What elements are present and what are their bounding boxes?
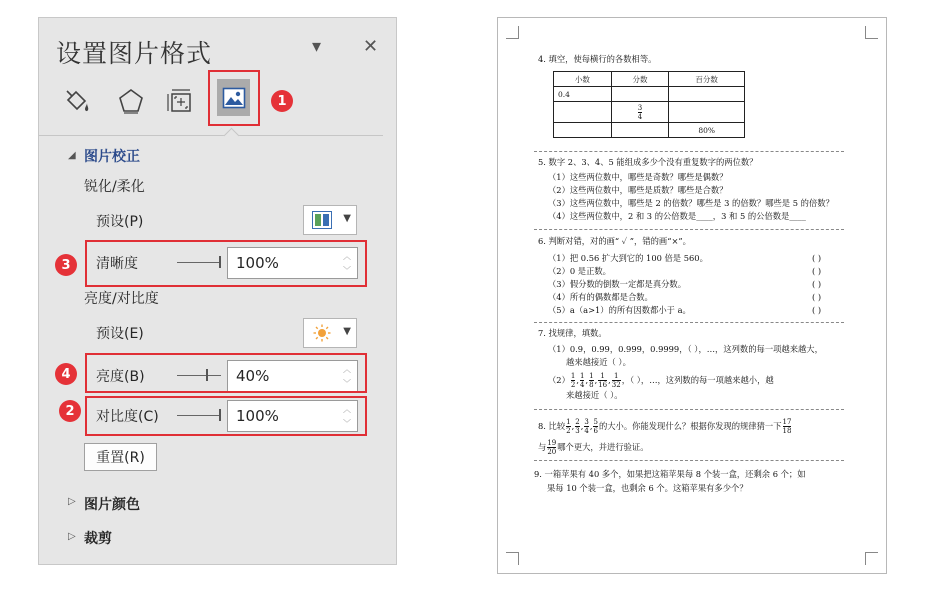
marker-3: 3 [55, 254, 77, 276]
marker-2: 2 [59, 400, 81, 422]
fraction: $\frac{1}{8}$ [589, 372, 594, 389]
q6-item: （2）0 是正数。 [548, 266, 611, 276]
pane-options-dropdown[interactable]: ▾ [312, 36, 322, 57]
format-picture-pane [38, 17, 397, 565]
spin-up-icon[interactable]: ︿ [343, 252, 351, 261]
sharpness-value[interactable]: 100% [236, 254, 279, 272]
expand-triangle-icon[interactable]: ▷ [68, 496, 76, 507]
highlight-box-4 [85, 353, 367, 393]
answer-paren: ( ) [812, 253, 822, 263]
fraction: $\frac{5}{6}$ [593, 418, 598, 435]
q9-line: 果每 10 个装一盒，也剩余 6 个。这箱苹果有多少个？ [547, 483, 748, 493]
q6-item: （4）所有的偶数都是合数。 [548, 292, 653, 302]
marker-1: 1 [271, 90, 293, 112]
table-cell [611, 87, 669, 102]
pane-title: 设置图片格式 [56, 39, 213, 68]
tab-divider [39, 135, 383, 136]
close-pane-button[interactable]: ✕ [363, 36, 379, 57]
q8-line-2: 与 $\frac{19}{20}$ 哪个更大，并进行验证。 [538, 439, 649, 456]
corner-mark [865, 26, 878, 39]
table-cell [554, 102, 612, 123]
fraction: $\frac{1}{16}$ [598, 372, 608, 389]
spin-down-icon[interactable]: ﹀ [343, 379, 351, 388]
table-cell: 0.4 [554, 87, 612, 102]
sharpen-soften-label: 锐化/柔化 [84, 179, 145, 195]
q9-line: 9. 一箱苹果有 40 多个，如果把这箱苹果每 8 个装一盒，还剩余 6 个；如 [534, 469, 806, 479]
document-page [497, 17, 887, 574]
tab-pointer [224, 128, 240, 144]
q6-item: （3）假分数的倒数一定都是真分数。 [548, 279, 687, 289]
highlight-box-2 [85, 396, 367, 436]
fraction: $\frac{19}{20}$ [547, 439, 557, 456]
divider [534, 409, 844, 410]
table-cell [669, 102, 745, 123]
corner-mark [506, 26, 519, 39]
q5-item: （2）这些两位数中，哪些是质数？哪些是合数？ [548, 185, 728, 195]
divider [534, 229, 844, 230]
q7-line: （1）0.9，0.99，0.999，0.9999，（ ），…，这列数的每一项越来越大， [548, 344, 823, 354]
spin-up-icon[interactable]: ︿ [343, 365, 351, 374]
spin-up-icon[interactable]: ︿ [343, 405, 351, 414]
table-cell [554, 123, 612, 138]
sharpen-preset-label: 预设(P) [96, 214, 144, 230]
fraction: $\frac{1}{2}$ [566, 418, 571, 435]
answer-paren: ( ) [812, 266, 822, 276]
q5-item: （4）这些两位数中，2 和 3 的公倍数是____，3 和 5 的公倍数是____ [548, 211, 806, 221]
effects-tab[interactable] [114, 84, 148, 118]
q6-item: （5）a（a>1）的所有因数都小于 a。 [548, 305, 691, 315]
table-cell [669, 87, 745, 102]
section-crop[interactable]: 裁剪 [84, 531, 112, 547]
sharpen-preset-icon [312, 211, 332, 229]
fraction: $\frac{2}{3}$ [575, 418, 580, 435]
corner-mark [865, 552, 878, 565]
fraction: $\frac{1}{2}$ [570, 372, 576, 389]
corner-mark [506, 552, 519, 565]
chevron-down-icon: ▼ [343, 213, 351, 224]
chevron-down-icon: ▼ [343, 326, 351, 337]
q6-item: （1）把 0.56 扩大到它的 100 倍是 560。 [548, 253, 708, 263]
sharpness-label: 清晰度 [96, 256, 138, 272]
fraction: $\frac{1}{4}$ [579, 372, 585, 389]
picture-tab[interactable] [208, 70, 260, 126]
picture-icon [222, 86, 246, 110]
size-properties-tab[interactable] [163, 84, 197, 118]
q8-line-1: 8. 比较 $\frac{1}{2}$ , $\frac{2}{3}$ , $\frac{3}{4}$ , $\frac{5}{6}$ 的大小。你能发现什么？根据你发现的规律猜一下 $\frac{17}{18}$ [538, 418, 792, 435]
answer-paren: ( ) [812, 279, 822, 289]
brightness-value[interactable]: 40% [236, 367, 270, 385]
table-cell: 80% [669, 123, 745, 138]
q5-item: （1）这些两位数中，哪些是奇数？哪些是偶数？ [548, 172, 728, 182]
table-cell [611, 123, 669, 138]
highlight-box-3 [85, 240, 367, 287]
fraction: $\frac{1}{32}$ [611, 372, 621, 389]
table-header: 百分数 [669, 72, 745, 87]
table-cell [611, 102, 669, 123]
divider [534, 460, 844, 461]
q4-table [553, 71, 745, 138]
sharpen-preset-dropdown[interactable] [303, 205, 357, 235]
q7-line-2: （2） $\frac{1}{2}$ , $\frac{1}{4}$ , $\frac{1}{8}$ , $\frac{1}{16}$ , $\frac{1}{32}$ ，（ ），…，这列数的每一项越来越小，越 [548, 372, 774, 389]
sun-icon [313, 324, 331, 342]
fraction: $\frac{17}{18}$ [782, 418, 792, 435]
collapse-triangle-icon[interactable]: ◢ [68, 150, 76, 161]
brightness-contrast-label: 亮度/对比度 [84, 291, 159, 307]
q6-title: 6. 判断对错，对的画“ ✓ ”，错的画“×”。 [538, 236, 691, 246]
expand-triangle-icon[interactable]: ▷ [68, 531, 76, 542]
fill-line-tab[interactable] [61, 84, 95, 118]
spin-down-icon[interactable]: ﹀ [343, 419, 351, 428]
table-header: 小数 [554, 72, 612, 87]
q7-line: 来越接近（ ）。 [566, 390, 623, 400]
brightness-preset-label: 预设(E) [96, 326, 144, 342]
brightness-label: 亮度(B) [96, 369, 145, 385]
fill-line-icon [63, 86, 93, 116]
q4-title: 4. 填空，使每横行的各数相等。 [538, 54, 657, 64]
section-picture-color[interactable]: 图片颜色 [84, 497, 140, 513]
reset-button[interactable]: 重置(R) [84, 443, 157, 471]
contrast-label: 对比度(C) [96, 409, 159, 425]
fraction: $\frac{3}{4}$ [584, 418, 589, 435]
divider [534, 322, 844, 323]
divider [534, 151, 844, 152]
table-header: 分数 [611, 72, 669, 87]
fraction: $\frac{3}{4}$ [637, 103, 643, 121]
effects-pentagon-icon [116, 86, 146, 116]
contrast-value[interactable]: 100% [236, 407, 279, 425]
answer-paren: ( ) [812, 305, 822, 315]
brightness-preset-dropdown[interactable] [303, 318, 357, 348]
q7-line: 越来越接近（ ）。 [566, 357, 631, 367]
marker-4: 4 [55, 363, 77, 385]
q5-title: 5. 数字 2、3、4、5 能组成多少个没有重复数字的两位数？ [538, 157, 758, 167]
q7-title: 7. 找规律，填数。 [538, 328, 607, 338]
answer-paren: ( ) [812, 292, 822, 302]
spin-down-icon[interactable]: ﹀ [343, 266, 351, 275]
q5-item: （3）这些两位数中，哪些是 2 的倍数？哪些是 3 的倍数？哪些是 5 的倍数？ [548, 198, 834, 208]
section-picture-correction[interactable]: 图片校正 [84, 149, 140, 165]
size-layout-icon [165, 86, 195, 116]
